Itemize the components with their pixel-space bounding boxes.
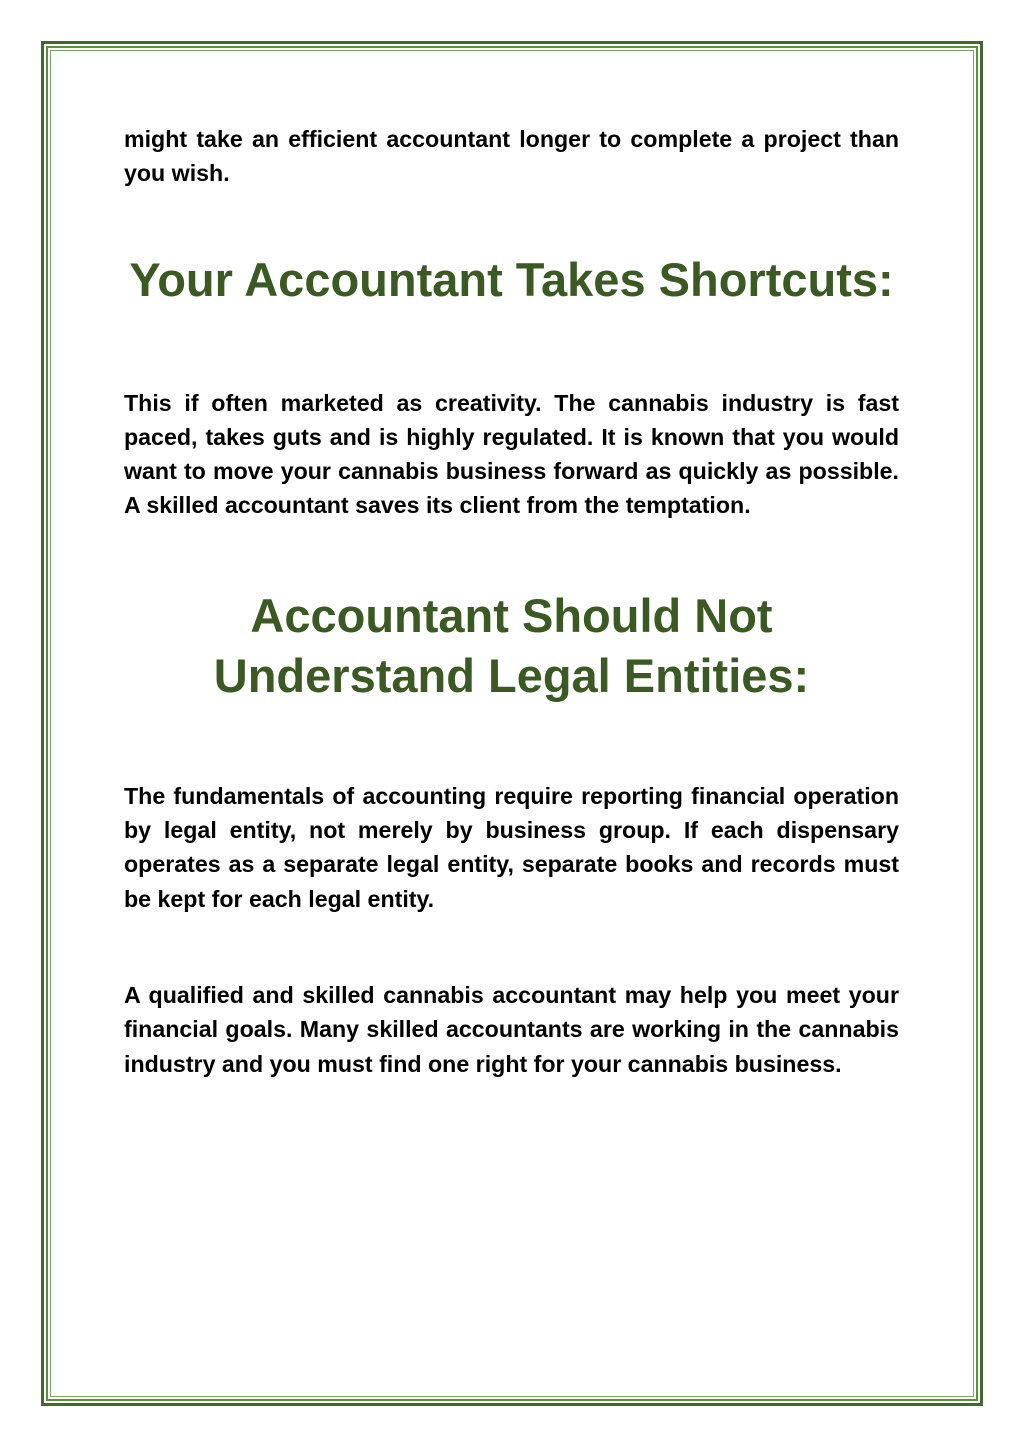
heading-legal-entities-text: Accountant Should Not Understand Legal Entities: xyxy=(213,588,810,702)
paragraph-shortcuts: This if often marketed as creativity. The cannabis industry is fast paced, takes guts and is highly regulated. It is known that you would want to move your cannabis business forward as quickly as possible. A skilled accountant saves its client from the temptation. xyxy=(124,389,899,519)
paragraph-intro-tail: might take an efficient accountant longer to complete a project than you wish. xyxy=(124,126,899,187)
heading-legal-entities xyxy=(124,586,899,706)
heading-shortcuts-text: Your Accountant Takes Shortcuts: xyxy=(129,252,894,306)
page-content xyxy=(124,122,899,1081)
paragraph-closing: A qualified and skilled cannabis accountant may help you meet your financial goals. Many skilled accountants are working in the cannabis industry and you must find one right for your cannabis business. xyxy=(124,981,899,1077)
paragraph-legal-entities: The fundamentals of accounting require reporting financial operation by legal entity, not merely by business group. If each dispensary operates as a separate legal entity, separate books and records must be kept for each legal entity. xyxy=(124,782,899,912)
heading-shortcuts xyxy=(124,250,899,310)
